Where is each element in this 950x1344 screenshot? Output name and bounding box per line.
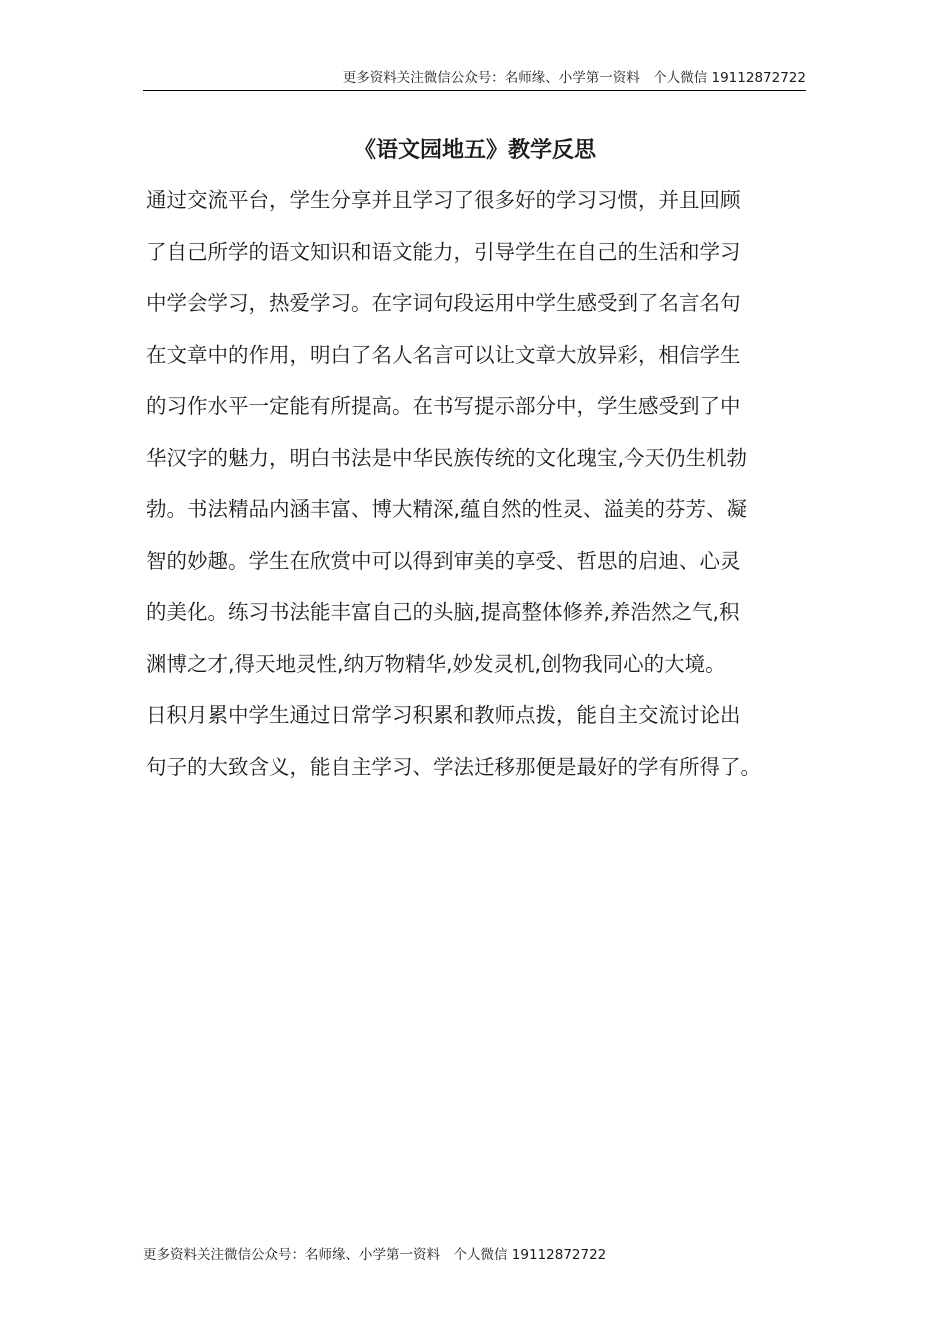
page-header [143,68,806,91]
body-line: 勃。书法精品内涵丰富、博大精深,蕴自然的性灵、溢美的芬芳、凝 [146,497,748,521]
body-line: 在文章中的作用，明白了名人名言可以让文章大放异彩，相信学生 [146,342,741,367]
body-line: 日积月累中学生通过日常学习积累和教师点拨，能自主交流讨论出 [146,703,741,727]
document-title: 《语文园地五》教学反思 [353,138,596,163]
page-footer [143,1244,606,1266]
body-line: 了自己所学的语文知识和语文能力，引导学生在自己的生活和学习 [146,239,741,264]
footer-text: 更多资料关注微信公众号：名师缘、小学第一资料 个人微信 19112872722 [143,1247,607,1263]
body-line: 华汉字的魅力，明白书法是中华民族传统的文化瑰宝,今天仍生机勃 [146,445,748,470]
body-line: 渊博之才,得天地灵性,纳万物精华,妙发灵机,创物我同心的大境。 [146,651,726,676]
body-line: 的美化。练习书法能丰富自己的头脑,提高整体修养,养浩然之气,积 [146,600,740,624]
document-body [146,177,846,795]
body-line: 通过交流平台，学生分享并且学习了很多好的学习习惯，并且回顾 [146,188,741,212]
body-line: 中学会学习，热爱学习。在字词句段运用中学生感受到了名言名句 [146,291,741,315]
body-line: 的习作水平一定能有所提高。在书写提示部分中，学生感受到了中 [146,394,741,418]
body-line: 句子的大致含义，能自主学习、学法迁移那便是最好的学有所得了。 [146,754,761,779]
body-line: 智的妙趣。学生在欣赏中可以得到审美的享受、哲思的启迪、心灵 [146,548,741,573]
header-text: 更多资料关注微信公众号：名师缘、小学第一资料 个人微信 19112872722 [342,70,806,86]
